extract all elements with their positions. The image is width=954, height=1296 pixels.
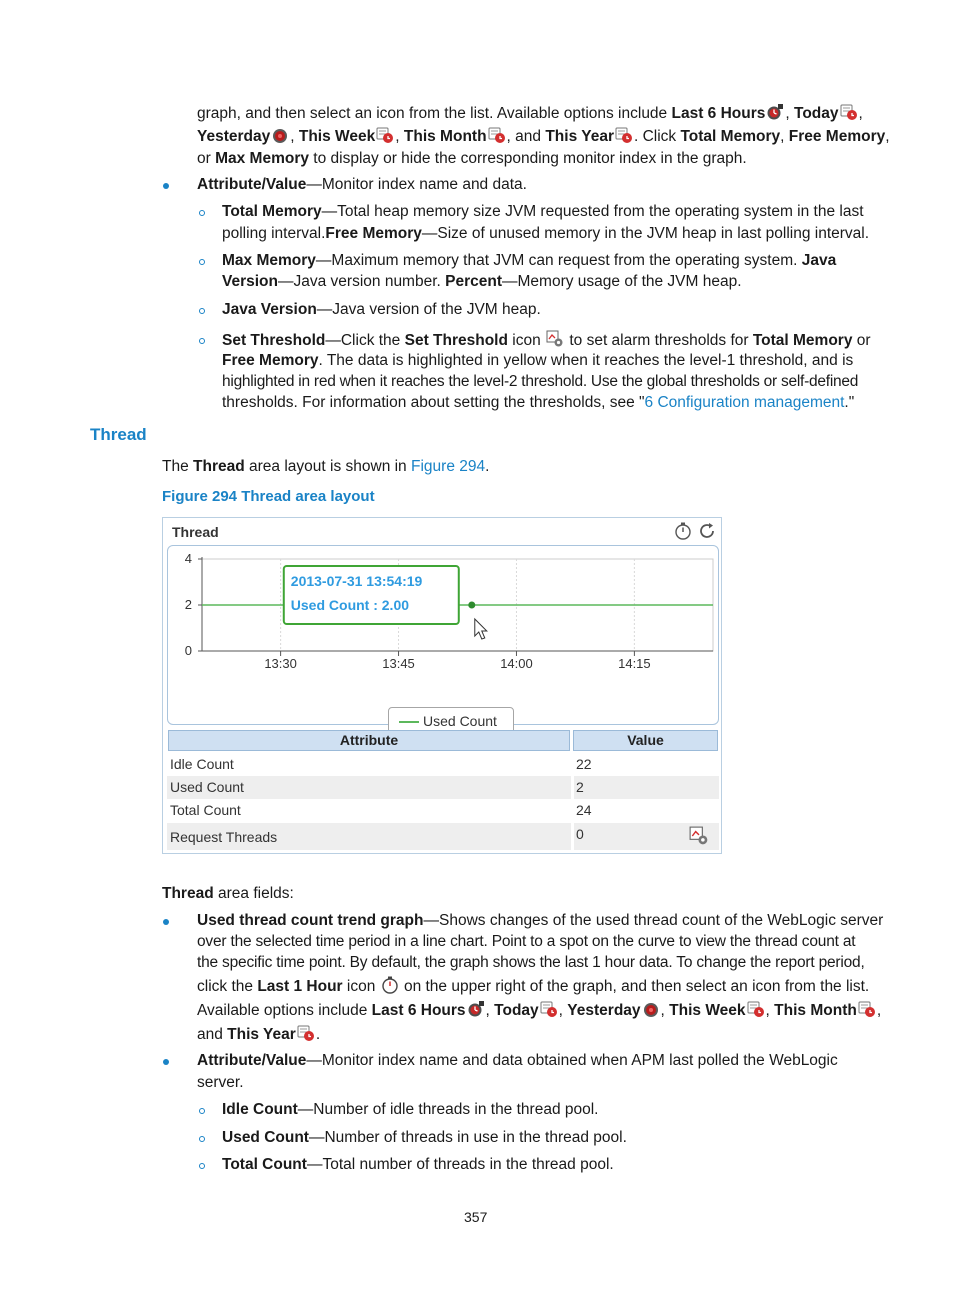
text: , xyxy=(290,128,299,145)
text: or xyxy=(852,332,871,349)
text: . xyxy=(485,458,490,475)
text: icon xyxy=(342,978,380,995)
text: —Memory usage of the JVM heap. xyxy=(502,273,742,290)
text: . Click xyxy=(633,128,681,145)
mouse-cursor-icon xyxy=(475,619,487,639)
text: , and xyxy=(506,128,546,145)
term: Free Memory xyxy=(222,352,319,369)
text: —Monitor index name and data obtained when APM last polled the WebLogic xyxy=(306,1052,838,1069)
fields-intro xyxy=(162,884,294,904)
text: , xyxy=(558,1002,568,1019)
bullet-line xyxy=(197,1000,881,1021)
today-icon xyxy=(540,1000,558,1018)
sub-item-java-version xyxy=(222,300,541,320)
sub-item-set-threshold xyxy=(222,330,871,351)
text: to display or hide the corresponding monitor index in the graph. xyxy=(309,150,747,167)
row-value: 2 xyxy=(576,779,584,795)
row-value: 22 xyxy=(576,756,592,772)
text: to set alarm thresholds for xyxy=(565,332,753,349)
para-line xyxy=(197,149,747,169)
column-separator xyxy=(571,776,574,799)
text: —Java version number. xyxy=(278,273,446,290)
this-year-label: This Year xyxy=(545,128,614,145)
text: , xyxy=(765,1002,775,1019)
sub-item-idle-count xyxy=(222,1100,598,1120)
bullet-icon xyxy=(163,183,169,189)
bullet-icon xyxy=(163,919,169,925)
row-attribute: Total Count xyxy=(170,802,241,818)
today-label: Today xyxy=(794,105,839,122)
text: —Number of idle threads in the thread pool. xyxy=(297,1101,599,1118)
this-month-icon xyxy=(488,126,506,144)
text: —Total heap memory size JVM requested from the operating system in the last xyxy=(321,203,864,220)
x-tick-label: 13:45 xyxy=(382,656,415,671)
column-header-attribute: Attribute xyxy=(168,730,570,751)
term: This Year xyxy=(227,1026,296,1043)
page-number: 357 xyxy=(464,1209,488,1225)
bullet-icon xyxy=(163,1059,169,1065)
bullet-line xyxy=(197,932,855,952)
text: , xyxy=(885,128,890,145)
term: Yesterday xyxy=(567,1002,641,1019)
text: the specific time point. By default, the graph shows the last 1 hour data. To change the report period, xyxy=(197,954,865,971)
text: , xyxy=(660,1002,670,1019)
bullet-line xyxy=(197,1024,320,1045)
term: Max Memory xyxy=(222,252,316,269)
x-tick-label: 14:00 xyxy=(500,656,533,671)
this-year-icon xyxy=(615,126,633,144)
last-6-hours-icon xyxy=(467,1000,485,1018)
sub-item-max-memory xyxy=(222,251,836,271)
bullet-line xyxy=(197,976,869,997)
y-tick-label: 2 xyxy=(184,597,192,612)
today-icon xyxy=(840,103,858,121)
text: , xyxy=(785,105,794,122)
used-thread-chart[interactable] xyxy=(168,546,718,724)
term: Total Memory xyxy=(752,332,853,349)
text: The xyxy=(162,458,194,475)
text: , xyxy=(876,1002,882,1019)
chart-panel xyxy=(167,545,719,729)
text: . xyxy=(315,1026,321,1043)
set-threshold-icon xyxy=(546,330,564,348)
figure-caption: Figure 294 Thread area layout xyxy=(162,488,375,505)
term: Percent xyxy=(445,273,503,290)
section-heading-thread: Thread xyxy=(90,425,147,444)
text: . The data is highlighted in yellow when it reaches the level-1 threshold, and is xyxy=(318,352,854,369)
text: , xyxy=(485,1002,495,1019)
text: —Java version of the JVM heap. xyxy=(316,301,541,318)
last-6-hours-label: Last 6 Hours xyxy=(671,105,766,122)
row-value: 24 xyxy=(576,802,592,818)
legend-label: Used Count xyxy=(423,713,497,729)
text: , xyxy=(395,128,404,145)
thread-widget xyxy=(162,517,722,854)
x-tick-label: 13:30 xyxy=(264,656,297,671)
text: over the selected time period in a line chart. Point to a spot on the curve to view the thread count at xyxy=(197,933,856,950)
text: —Monitor index name and data. xyxy=(306,176,527,193)
x-tick-label: 14:15 xyxy=(618,656,651,671)
row-value: 0 xyxy=(576,826,584,842)
this-week-icon xyxy=(376,126,394,144)
table-row xyxy=(167,776,719,799)
term: This Week xyxy=(669,1002,746,1019)
text: , xyxy=(858,105,863,122)
term: Today xyxy=(494,1002,539,1019)
free-memory-label: Free Memory xyxy=(788,128,886,145)
para-line xyxy=(197,103,863,124)
sub-item-total-memory xyxy=(222,202,864,222)
table-row xyxy=(167,823,719,850)
column-header-value: Value xyxy=(573,730,718,751)
legend-swatch xyxy=(399,721,419,723)
figure-294-link[interactable]: Figure 294 xyxy=(411,458,486,475)
text: highlighted in red when it reaches the level-2 threshold. Use the global thresholds or self-defined xyxy=(222,373,859,390)
y-tick-label: 0 xyxy=(184,643,192,658)
this-week-label: This Week xyxy=(298,128,376,145)
bullet-line xyxy=(197,953,865,973)
yesterday-label: Yesterday xyxy=(197,128,271,145)
term: This Month xyxy=(774,1002,857,1019)
text: —Click the xyxy=(325,332,405,349)
text: thresholds. For information about setting the thresholds, see " xyxy=(222,394,645,411)
max-memory-label: Max Memory xyxy=(215,150,309,167)
yesterday-icon xyxy=(271,126,289,144)
circle-bullet-icon xyxy=(199,338,205,344)
widget-title: Thread xyxy=(172,524,219,540)
term: Set Threshold xyxy=(404,332,508,349)
term: Total Memory xyxy=(222,203,322,220)
circle-bullet-icon xyxy=(199,1136,205,1142)
sub-item-total-count xyxy=(222,1155,614,1175)
y-tick-label: 4 xyxy=(184,551,192,566)
text: and xyxy=(197,1026,228,1043)
text: or xyxy=(197,150,216,167)
text: Available options include xyxy=(197,1002,372,1019)
sub-item-line xyxy=(222,351,853,371)
circle-bullet-icon xyxy=(199,308,205,314)
term: Last 1 Hour xyxy=(257,978,343,995)
sub-item-line xyxy=(222,393,854,413)
row-attribute: Request Threads xyxy=(170,829,278,845)
configuration-management-link[interactable]: 6 Configuration management xyxy=(644,394,845,411)
term: Last 6 Hours xyxy=(371,1002,466,1019)
column-separator xyxy=(571,823,574,850)
bullet-attribute-value-2 xyxy=(197,1051,838,1071)
bullet-line xyxy=(197,1073,244,1093)
total-memory-label: Total Memory xyxy=(680,128,781,145)
term: Java Version xyxy=(222,301,317,318)
term: Set Threshold xyxy=(222,332,326,349)
text: —Shows changes of the used thread count of the WebLogic server xyxy=(423,912,884,929)
circle-bullet-icon xyxy=(199,1163,205,1169)
table-row xyxy=(167,753,719,776)
tooltip-value: Used Count : 2.00 xyxy=(290,597,410,613)
circle-bullet-icon xyxy=(199,259,205,265)
term: Idle Count xyxy=(222,1101,298,1118)
text: , xyxy=(780,128,789,145)
term: Total Count xyxy=(222,1156,307,1173)
circle-bullet-icon xyxy=(199,210,205,216)
last-1-hour-icon xyxy=(381,976,399,994)
term: Java xyxy=(801,252,837,269)
term: Attribute/Value xyxy=(197,176,307,193)
term: Thread xyxy=(162,885,214,902)
text: —Number of threads in use in the thread pool. xyxy=(308,1129,627,1146)
bullet-used-thread-graph xyxy=(197,911,883,931)
para-line xyxy=(197,126,890,147)
row-attribute: Idle Count xyxy=(170,756,234,772)
term: Version xyxy=(222,273,278,290)
sub-item-line xyxy=(222,372,858,392)
row-attribute: Used Count xyxy=(170,779,244,795)
this-month-icon xyxy=(858,1000,876,1018)
text: area fields: xyxy=(213,885,294,902)
tooltip-time: 2013-07-31 13:54:19 xyxy=(290,573,423,589)
text: click the xyxy=(197,978,258,995)
last-6-hours-icon xyxy=(766,103,784,121)
yesterday-icon xyxy=(642,1000,660,1018)
text: ." xyxy=(844,394,855,411)
text: area layout is shown in xyxy=(244,458,411,475)
sub-item-line xyxy=(222,272,742,292)
text: icon xyxy=(507,332,546,349)
term: Attribute/Value xyxy=(197,1052,307,1069)
intro-text xyxy=(162,457,489,477)
term: Used thread count trend graph xyxy=(197,912,424,929)
text: —Size of unused memory in the JVM heap in last polling interval. xyxy=(421,225,870,242)
term: Used Count xyxy=(222,1129,309,1146)
sub-item-used-count xyxy=(222,1128,627,1148)
text: polling interval. xyxy=(222,225,326,242)
bullet-attribute-value xyxy=(197,175,527,195)
set-threshold-icon[interactable] xyxy=(689,826,709,846)
text: server. xyxy=(197,1074,244,1091)
last-1-hour-icon[interactable] xyxy=(674,522,692,540)
text: —Maximum memory that JVM can request from the operating system. xyxy=(315,252,802,269)
this-week-icon xyxy=(747,1000,765,1018)
term: Thread xyxy=(193,458,245,475)
text: graph, and then select an icon from the list. Available options include xyxy=(197,105,672,122)
this-year-icon xyxy=(297,1024,315,1042)
sub-item-line xyxy=(222,224,869,244)
text: on the upper right of the graph, and then select an icon from the list. xyxy=(399,978,870,995)
table-row xyxy=(167,799,719,822)
term: Free Memory xyxy=(325,225,422,242)
text: —Total number of threads in the thread pool. xyxy=(306,1156,614,1173)
this-month-label: This Month xyxy=(403,128,487,145)
refresh-icon[interactable] xyxy=(698,522,716,540)
highlight-point xyxy=(468,602,475,609)
circle-bullet-icon xyxy=(199,1108,205,1114)
